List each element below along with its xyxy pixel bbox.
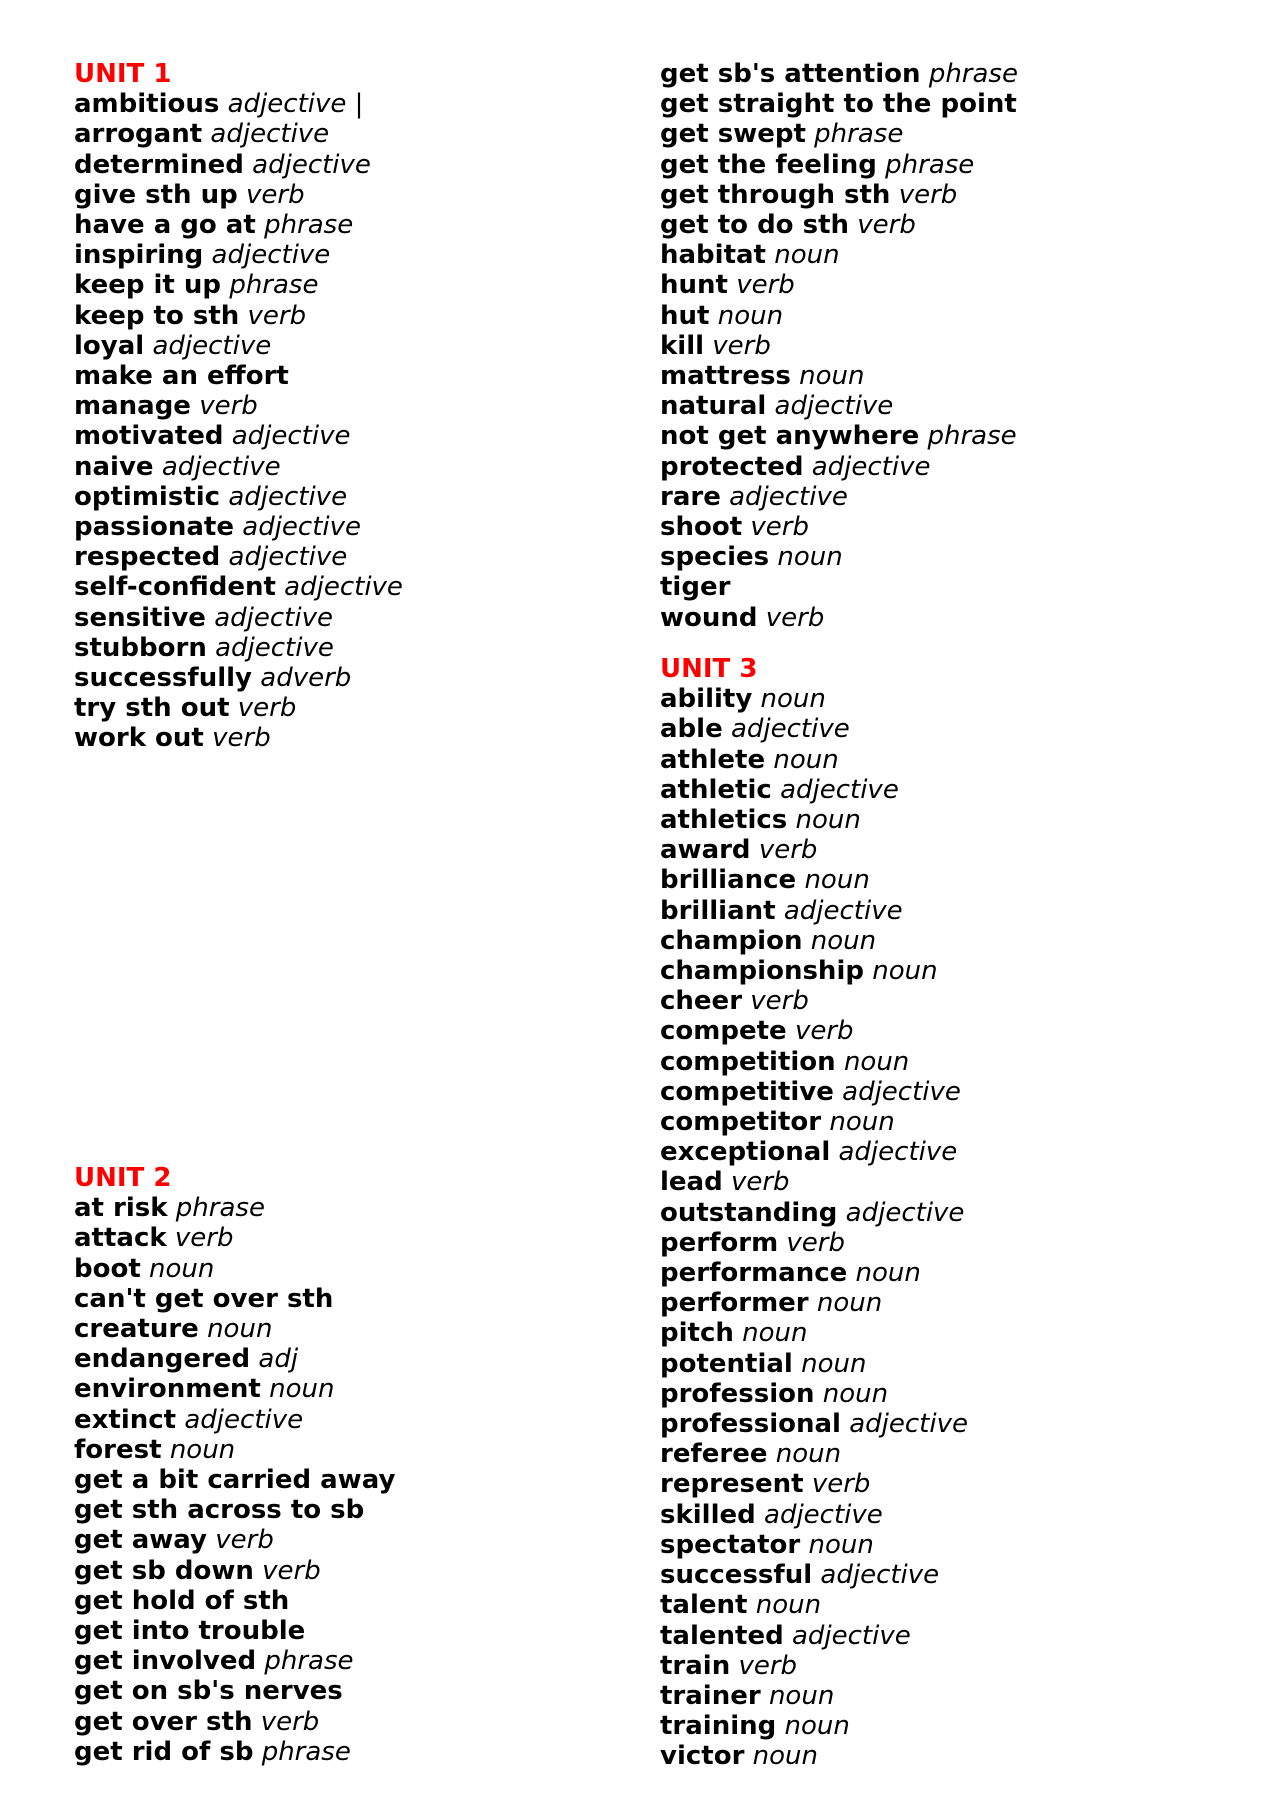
vocab-word: get involved — [74, 1646, 257, 1677]
part-of-speech: noun — [822, 1378, 889, 1409]
vocab-word: forest — [74, 1434, 162, 1465]
part-of-speech: verb — [215, 1525, 274, 1556]
vocab-entry — [660, 1198, 968, 1228]
vocab-word: brilliance — [660, 865, 797, 896]
vocab-entry — [660, 1077, 968, 1107]
part-of-speech: noun — [760, 684, 826, 715]
vocab-word: competitor — [660, 1107, 822, 1138]
part-of-speech: noun — [149, 1253, 215, 1284]
vocab-entry — [660, 896, 968, 926]
vocab-entry — [74, 391, 403, 421]
vocab-word: boot — [74, 1253, 141, 1284]
part-of-speech: verb — [786, 1227, 845, 1258]
vocab-entry — [660, 301, 1018, 331]
vocab-entry — [74, 482, 403, 512]
part-of-speech: noun — [207, 1314, 273, 1345]
vocab-word: compete — [660, 1016, 787, 1047]
vocab-word: get to do sth — [660, 210, 850, 241]
vocab-word: tiger — [660, 572, 731, 603]
vocab-word: determined — [74, 149, 244, 180]
part-of-speech: verb — [758, 835, 818, 866]
part-of-speech: noun — [872, 956, 938, 987]
vocab-entry — [74, 663, 403, 693]
vocab-entry — [660, 1741, 968, 1771]
part-of-speech: verb — [212, 723, 271, 754]
vocab-word: performance — [660, 1258, 848, 1289]
vocab-entry — [74, 150, 403, 180]
vocab-word: championship — [660, 956, 864, 987]
vocab-entry — [660, 572, 1018, 602]
part-of-speech: adjective — [791, 1620, 911, 1651]
part-of-speech: adjective — [811, 451, 931, 482]
vocab-entry — [74, 1223, 395, 1253]
part-of-speech: noun — [269, 1374, 335, 1405]
vocab-word: referee — [660, 1439, 768, 1470]
vocab-entry — [660, 684, 968, 714]
vocab-word: represent — [660, 1469, 804, 1500]
vocab-entry — [660, 1439, 968, 1469]
vocab-word: ambitious — [74, 89, 220, 120]
part-of-speech: adjective — [228, 481, 348, 512]
unit-2-continued-section — [660, 59, 1018, 633]
vocab-entry — [660, 1711, 968, 1741]
vocab-word: athletic — [660, 774, 772, 805]
part-of-speech: verb — [730, 1167, 790, 1198]
vocab-word: inspiring — [74, 240, 204, 271]
vocab-word: can't get over sth — [74, 1283, 334, 1314]
vocab-entry — [660, 1016, 968, 1046]
vocab-entry — [74, 270, 403, 300]
vocab-word: kill — [660, 330, 705, 361]
part-of-speech: adjective — [214, 602, 333, 633]
vocab-word: trainer — [660, 1680, 761, 1711]
vocab-word: not get anywhere — [660, 421, 920, 452]
vocab-word: get away — [74, 1525, 207, 1556]
vocab-word: sensitive — [74, 602, 206, 633]
unit-2-section — [74, 1163, 395, 1767]
vocab-entry — [74, 180, 403, 210]
vocab-word: at risk — [74, 1193, 168, 1224]
part-of-speech: adjective — [184, 1404, 304, 1435]
part-of-speech: verb — [750, 986, 809, 1017]
vocab-entry — [74, 1556, 395, 1586]
part-of-speech: noun — [169, 1434, 236, 1465]
vocab-word: species — [660, 542, 770, 573]
vocab-word: get sth across to sb — [74, 1495, 365, 1526]
vocab-entry — [74, 1344, 395, 1374]
part-of-speech: adjective — [774, 391, 894, 422]
part-of-speech: noun — [775, 1439, 842, 1470]
part-of-speech: adjective — [838, 1137, 958, 1168]
vocab-entry — [660, 391, 1018, 421]
vocab-entry — [660, 865, 968, 895]
vocab-word: get through sth — [660, 179, 891, 210]
vocab-entry — [74, 301, 403, 331]
vocab-entry — [660, 775, 968, 805]
vocab-entry — [660, 1500, 968, 1530]
vocab-entry — [660, 956, 968, 986]
vocab-entry — [660, 150, 1018, 180]
vocab-entry — [74, 1616, 395, 1646]
vocab-entry — [660, 603, 1018, 633]
vocab-entry — [74, 1193, 395, 1223]
vocab-word: rare — [660, 481, 721, 512]
vocab-word: successful — [660, 1560, 813, 1591]
vocab-entry — [74, 512, 403, 542]
vocab-word: endangered — [74, 1344, 251, 1375]
part-of-speech: noun — [808, 1529, 874, 1560]
vocab-word: arrogant — [74, 119, 203, 150]
part-of-speech: verb — [898, 179, 958, 210]
vocab-word: motivated — [74, 421, 224, 452]
vocab-word: get hold of sth — [74, 1585, 290, 1616]
part-of-speech: adjective — [231, 421, 351, 452]
vocab-entry — [660, 1469, 968, 1499]
part-of-speech: verb — [794, 1016, 854, 1047]
vocab-entry — [74, 1737, 395, 1767]
part-of-speech: adjective — [845, 1197, 965, 1228]
unit-heading: UNIT 2 — [74, 1163, 172, 1193]
part-of-speech: phrase — [928, 59, 1018, 89]
vocab-entry — [74, 1646, 395, 1676]
part-of-speech: verb — [857, 210, 916, 241]
vocab-word: loyal — [74, 330, 145, 361]
vocab-word: brilliant — [660, 895, 776, 926]
vocab-entry — [660, 180, 1018, 210]
part-of-speech: verb — [262, 1555, 321, 1586]
part-of-speech: adjective — [228, 542, 348, 573]
part-of-speech: verb — [712, 330, 771, 361]
vocab-entry — [660, 361, 1018, 391]
part-of-speech: adjective — [842, 1076, 961, 1107]
part-of-speech: verb — [260, 1706, 320, 1737]
vocab-word: victor — [660, 1741, 745, 1772]
vocab-word: get swept — [660, 119, 806, 150]
vocab-entry — [74, 1676, 395, 1706]
vocab-word: able — [660, 714, 723, 745]
vocab-entry — [660, 1681, 968, 1711]
vocab-word: optimistic — [74, 481, 221, 512]
vocab-entry — [74, 210, 403, 240]
part-of-speech: noun — [717, 300, 784, 331]
part-of-speech: verb — [246, 179, 305, 210]
part-of-speech: verb — [811, 1469, 871, 1500]
part-of-speech: phrase — [814, 119, 904, 150]
part-of-speech: adjective — [783, 895, 903, 926]
vocab-entry — [660, 926, 968, 956]
vocab-word: outstanding — [660, 1197, 838, 1228]
vocab-entry — [74, 1707, 395, 1737]
unit-1-section — [74, 59, 403, 754]
vocab-entry — [74, 1374, 395, 1404]
part-of-speech: adjective — [211, 240, 331, 271]
part-of-speech: phrase — [261, 1736, 351, 1767]
vocab-word: pitch — [660, 1318, 734, 1349]
vocab-entry — [74, 331, 403, 361]
vocab-word: perform — [660, 1227, 779, 1258]
part-of-speech: noun — [816, 1288, 883, 1319]
vocab-entry — [660, 745, 968, 775]
part-of-speech: adjective — [849, 1409, 968, 1440]
vocab-entry — [660, 714, 968, 744]
part-of-speech: verb — [765, 602, 825, 633]
vocab-entry — [660, 89, 1018, 119]
vocab-word: cheer — [660, 986, 743, 1017]
vocab-word: get over sth — [74, 1706, 253, 1737]
vocab-entry — [74, 1435, 395, 1465]
part-of-speech: noun — [810, 925, 877, 956]
vocab-entry — [660, 1349, 968, 1379]
part-of-speech: adjective — [284, 572, 403, 603]
vocab-entry — [660, 1409, 968, 1439]
vocab-entry — [74, 542, 403, 572]
vocab-word: talented — [660, 1620, 784, 1651]
part-of-speech: phrase — [264, 1646, 354, 1677]
vocab-entry — [660, 59, 1018, 89]
vocab-entry — [660, 1258, 968, 1288]
part-of-speech: adj — [258, 1344, 299, 1375]
part-of-speech: noun — [755, 1590, 822, 1621]
part-of-speech: noun — [774, 240, 840, 271]
unit-heading: UNIT 3 — [660, 654, 758, 684]
vocab-word: talent — [660, 1590, 748, 1621]
vocab-word: stubborn — [74, 632, 207, 663]
vocab-entry — [74, 452, 403, 482]
part-of-speech: noun — [799, 361, 865, 392]
part-of-speech: phrase — [175, 1193, 265, 1224]
vocab-word: competitive — [660, 1076, 834, 1107]
vocab-word: get straight to the point — [660, 89, 1017, 120]
part-of-speech: adjective | — [227, 89, 364, 120]
vocab-entry — [74, 1405, 395, 1435]
vocab-entry — [660, 1137, 968, 1167]
vocab-entry — [660, 1651, 968, 1681]
vocab-entry — [660, 1288, 968, 1318]
part-of-speech: noun — [752, 1741, 818, 1772]
vocab-word: get rid of sb — [74, 1736, 254, 1767]
part-of-speech: verb — [738, 1650, 798, 1681]
vocab-word: have a go at — [74, 210, 256, 241]
vocab-entry — [660, 421, 1018, 451]
part-of-speech: adjective — [252, 149, 371, 180]
vocab-word: get a bit carried away — [74, 1465, 396, 1496]
vocab-word: hunt — [660, 270, 728, 301]
vocab-word: get sb's attention — [660, 59, 921, 89]
part-of-speech: verb — [750, 512, 809, 543]
vocab-entry — [74, 572, 403, 602]
vocab-entry — [74, 1586, 395, 1616]
vocab-word: exceptional — [660, 1137, 831, 1168]
vocab-word: extinct — [74, 1404, 177, 1435]
vocab-entry — [660, 482, 1018, 512]
vocab-entry — [74, 421, 403, 451]
vocab-entry — [660, 1107, 968, 1137]
vocab-entry — [660, 1560, 968, 1590]
part-of-speech: noun — [773, 744, 839, 775]
vocab-word: passionate — [74, 512, 234, 543]
vocab-word: shoot — [660, 512, 743, 543]
part-of-speech: phrase — [229, 270, 319, 301]
vocab-word: mattress — [660, 361, 791, 392]
vocab-entry — [660, 1621, 968, 1651]
part-of-speech: noun — [784, 1711, 850, 1742]
vocab-word: competition — [660, 1046, 836, 1077]
vocab-word: training — [660, 1711, 777, 1742]
vocab-entry — [74, 240, 403, 270]
part-of-speech: adjective — [820, 1560, 940, 1591]
vocab-entry — [74, 1314, 395, 1344]
part-of-speech: phrase — [264, 210, 354, 241]
vocab-entry — [74, 693, 403, 723]
vocab-entry — [660, 1590, 968, 1620]
part-of-speech: noun — [843, 1046, 910, 1077]
vocab-word: make an effort — [74, 361, 289, 392]
vocab-entry — [74, 361, 403, 391]
vocab-entry — [660, 1167, 968, 1197]
part-of-speech: noun — [777, 542, 843, 573]
vocab-word: get on sb's nerves — [74, 1676, 343, 1707]
vocab-word: attack — [74, 1223, 167, 1254]
vocab-entry — [660, 1379, 968, 1409]
vocab-word: profession — [660, 1378, 815, 1409]
vocab-word: hut — [660, 300, 710, 331]
part-of-speech: adjective — [152, 330, 272, 361]
vocab-word: successfully — [74, 663, 252, 694]
part-of-speech: noun — [801, 1348, 867, 1379]
vocab-word: potential — [660, 1348, 793, 1379]
vocab-entry — [74, 89, 403, 119]
vocab-entry — [660, 240, 1018, 270]
vocab-entry — [660, 331, 1018, 361]
part-of-speech: adjective — [730, 714, 850, 745]
vocab-word: manage — [74, 391, 191, 422]
part-of-speech: noun — [795, 805, 861, 836]
vocab-word: wound — [660, 602, 758, 633]
vocab-word: spectator — [660, 1529, 801, 1560]
part-of-speech: phrase — [927, 421, 1017, 452]
vocab-entry — [660, 986, 968, 1016]
vocab-word: athlete — [660, 744, 766, 775]
vocab-word: work out — [74, 723, 204, 754]
vocab-entry — [660, 1530, 968, 1560]
vocab-word: keep it up — [74, 270, 222, 301]
part-of-speech: adjective — [161, 451, 281, 482]
part-of-speech: verb — [199, 391, 258, 422]
vocab-word: natural — [660, 391, 767, 422]
vocab-word: athletics — [660, 805, 788, 836]
part-of-speech: verb — [247, 300, 307, 331]
vocab-entry — [74, 723, 403, 753]
vocab-entry — [660, 210, 1018, 240]
vocab-word: performer — [660, 1288, 809, 1319]
vocab-entry — [660, 512, 1018, 542]
vocab-word: keep to sth — [74, 300, 240, 331]
unit-3-section — [660, 654, 968, 1772]
vocab-entry — [74, 1284, 395, 1314]
vocab-word: award — [660, 835, 751, 866]
part-of-speech: noun — [742, 1318, 808, 1349]
part-of-speech: verb — [237, 693, 297, 724]
part-of-speech: noun — [768, 1680, 835, 1711]
vocab-word: ability — [660, 684, 753, 715]
part-of-speech: adjective — [729, 481, 848, 512]
part-of-speech: phrase — [885, 149, 975, 180]
vocab-word: lead — [660, 1167, 723, 1198]
part-of-speech: adverb — [260, 663, 352, 694]
part-of-speech: adjective — [210, 119, 330, 150]
vocab-word: naive — [74, 451, 154, 482]
vocab-entry — [74, 1495, 395, 1525]
vocab-word: professional — [660, 1409, 841, 1440]
vocab-entry — [74, 119, 403, 149]
vocab-entry — [660, 805, 968, 835]
part-of-speech: noun — [855, 1258, 921, 1289]
vocab-entry — [74, 603, 403, 633]
part-of-speech: noun — [829, 1107, 895, 1138]
part-of-speech: adjective — [215, 632, 334, 663]
vocab-word: self-confident — [74, 572, 276, 603]
vocab-word: try sth out — [74, 693, 230, 724]
vocab-entry — [660, 119, 1018, 149]
unit-heading: UNIT 1 — [74, 59, 172, 89]
vocab-word: get the feeling — [660, 149, 877, 180]
vocab-word: give sth up — [74, 179, 238, 210]
part-of-speech: adjective — [764, 1499, 883, 1530]
vocab-entry — [660, 452, 1018, 482]
vocab-word: train — [660, 1650, 731, 1681]
part-of-speech: verb — [736, 270, 795, 301]
part-of-speech: verb — [174, 1223, 234, 1254]
vocab-word: champion — [660, 925, 803, 956]
vocab-entry — [660, 1228, 968, 1258]
vocab-entry — [660, 270, 1018, 300]
vocab-entry — [74, 1254, 395, 1284]
vocab-word: get sb down — [74, 1555, 254, 1586]
vocab-word: protected — [660, 451, 804, 482]
vocab-word: get into trouble — [74, 1616, 306, 1647]
part-of-speech: adjective — [242, 512, 362, 543]
vocab-entry — [74, 633, 403, 663]
vocab-word: creature — [74, 1314, 199, 1345]
vocab-word: respected — [74, 542, 221, 573]
vocab-word: environment — [74, 1374, 261, 1405]
vocab-entry — [660, 835, 968, 865]
vocab-entry — [660, 1318, 968, 1348]
vocab-entry — [74, 1465, 395, 1495]
vocab-word: skilled — [660, 1499, 756, 1530]
part-of-speech: adjective — [780, 774, 899, 805]
vocab-entry — [660, 1047, 968, 1077]
vocab-word: habitat — [660, 240, 766, 271]
vocab-entry — [74, 1525, 395, 1555]
part-of-speech: noun — [804, 865, 870, 896]
vocab-entry — [660, 542, 1018, 572]
